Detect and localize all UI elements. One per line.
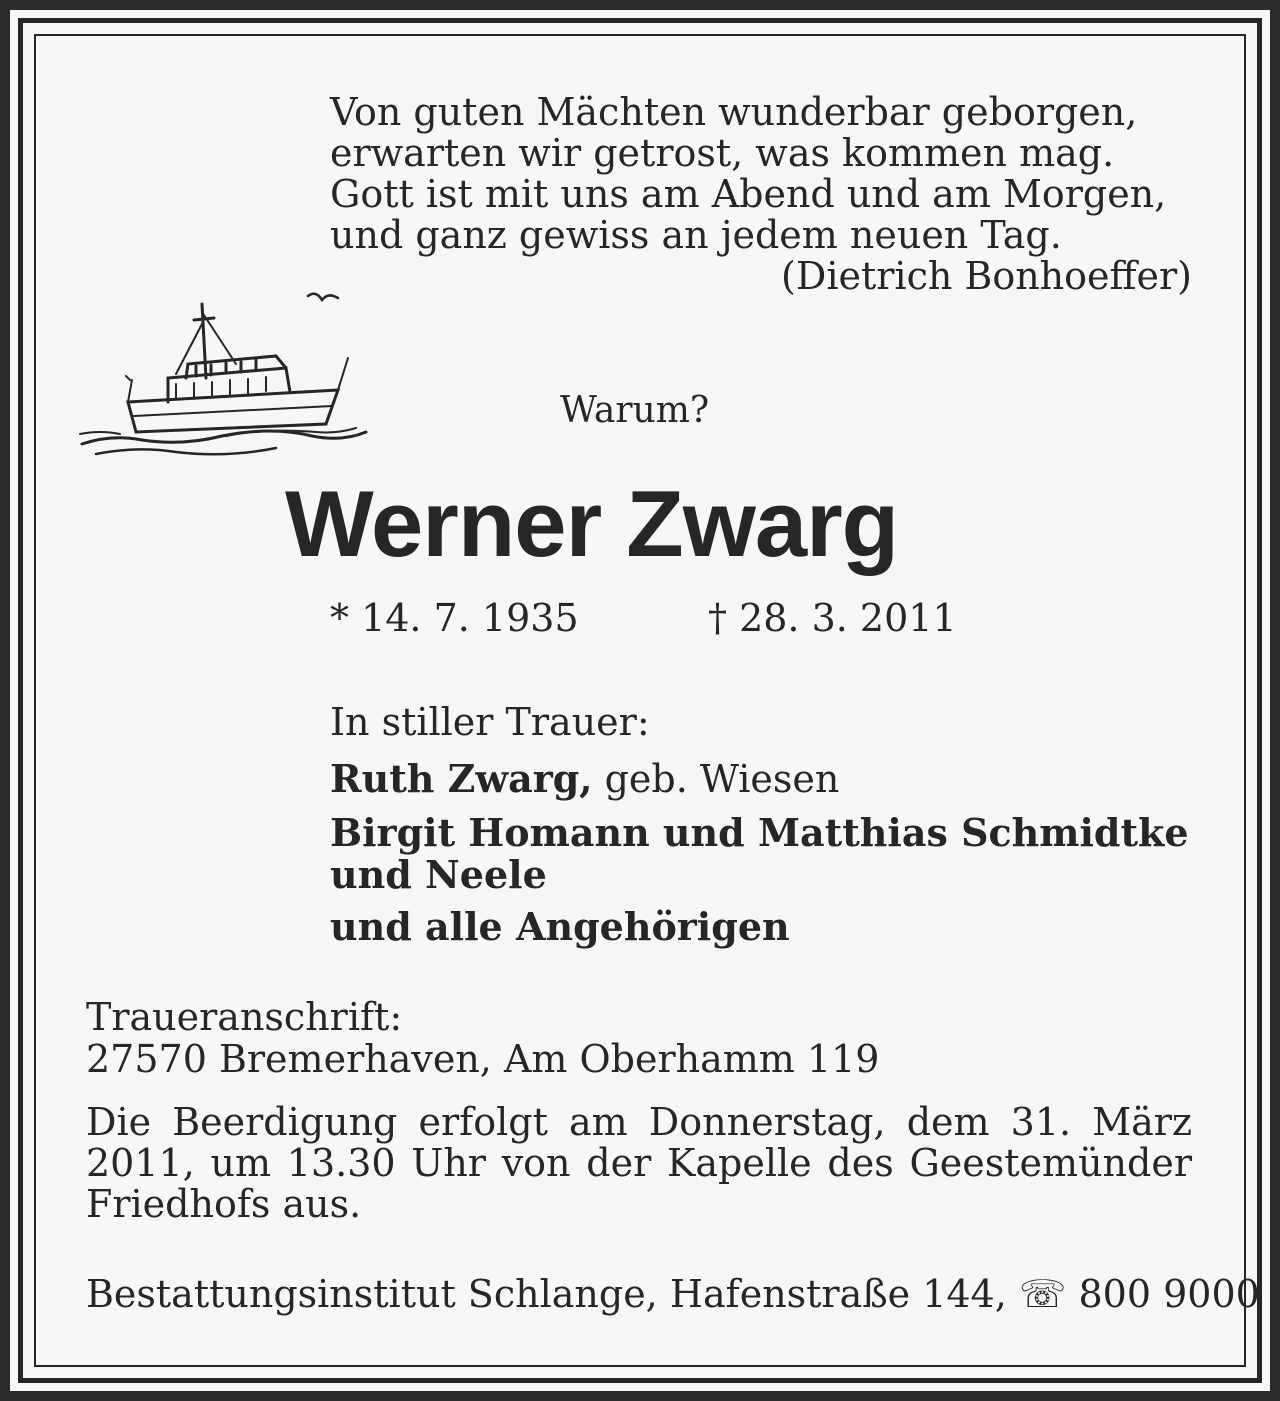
mourner-name: Ruth Zwarg, <box>330 756 593 801</box>
quote-line: erwarten wir getrost, was kommen mag. <box>330 131 1115 175</box>
mourner-maiden-name: geb. Wiesen <box>592 757 840 801</box>
address-label: Traueranschrift: <box>86 995 403 1039</box>
fishing-boat-icon <box>76 284 376 464</box>
address-value: 27570 Bremerhaven, Am Oberhamm 119 <box>86 1037 880 1081</box>
mourning-address <box>86 996 879 1080</box>
death-date: † 28. 3. 2011 <box>708 596 957 640</box>
mourning-heading: In stiller Trauer: <box>330 700 650 744</box>
birth-date: * 14. 7. 1935 <box>330 596 579 640</box>
quote-line: Gott ist mit uns am Abend und am Morgen, <box>330 172 1167 216</box>
deceased-name: Werner Zwarg <box>285 471 899 576</box>
quote-line: Von guten Mächten wunderbar geborgen, <box>330 90 1138 134</box>
mourner-name: und alle Angehörigen <box>330 904 790 949</box>
mourner-family <box>330 812 1210 896</box>
bonhoeffer-quote <box>330 92 1192 297</box>
question-text: Warum? <box>560 390 710 431</box>
quote-line: und ganz gewiss an jedem neuen Tag. <box>330 213 1062 257</box>
mourner-name: Birgit Homann und Matthias Schmidtke und Neele <box>330 810 1189 897</box>
quote-author: (Dietrich Bonhoeffer) <box>781 254 1192 298</box>
funeral-notice: Die Beerdigung erfolgt am Donnerstag, dem 31. März 2011, um 13.30 Uhr von der Kapelle des Geestemünder Friedhofs aus. <box>86 1100 1192 1226</box>
undertaker-info: Bestattungsinstitut Schlange, Hafenstraße 144, ☏ 800 9000 <box>86 1272 1260 1316</box>
mourner-spouse <box>330 758 839 800</box>
mourner-relatives <box>330 906 790 948</box>
